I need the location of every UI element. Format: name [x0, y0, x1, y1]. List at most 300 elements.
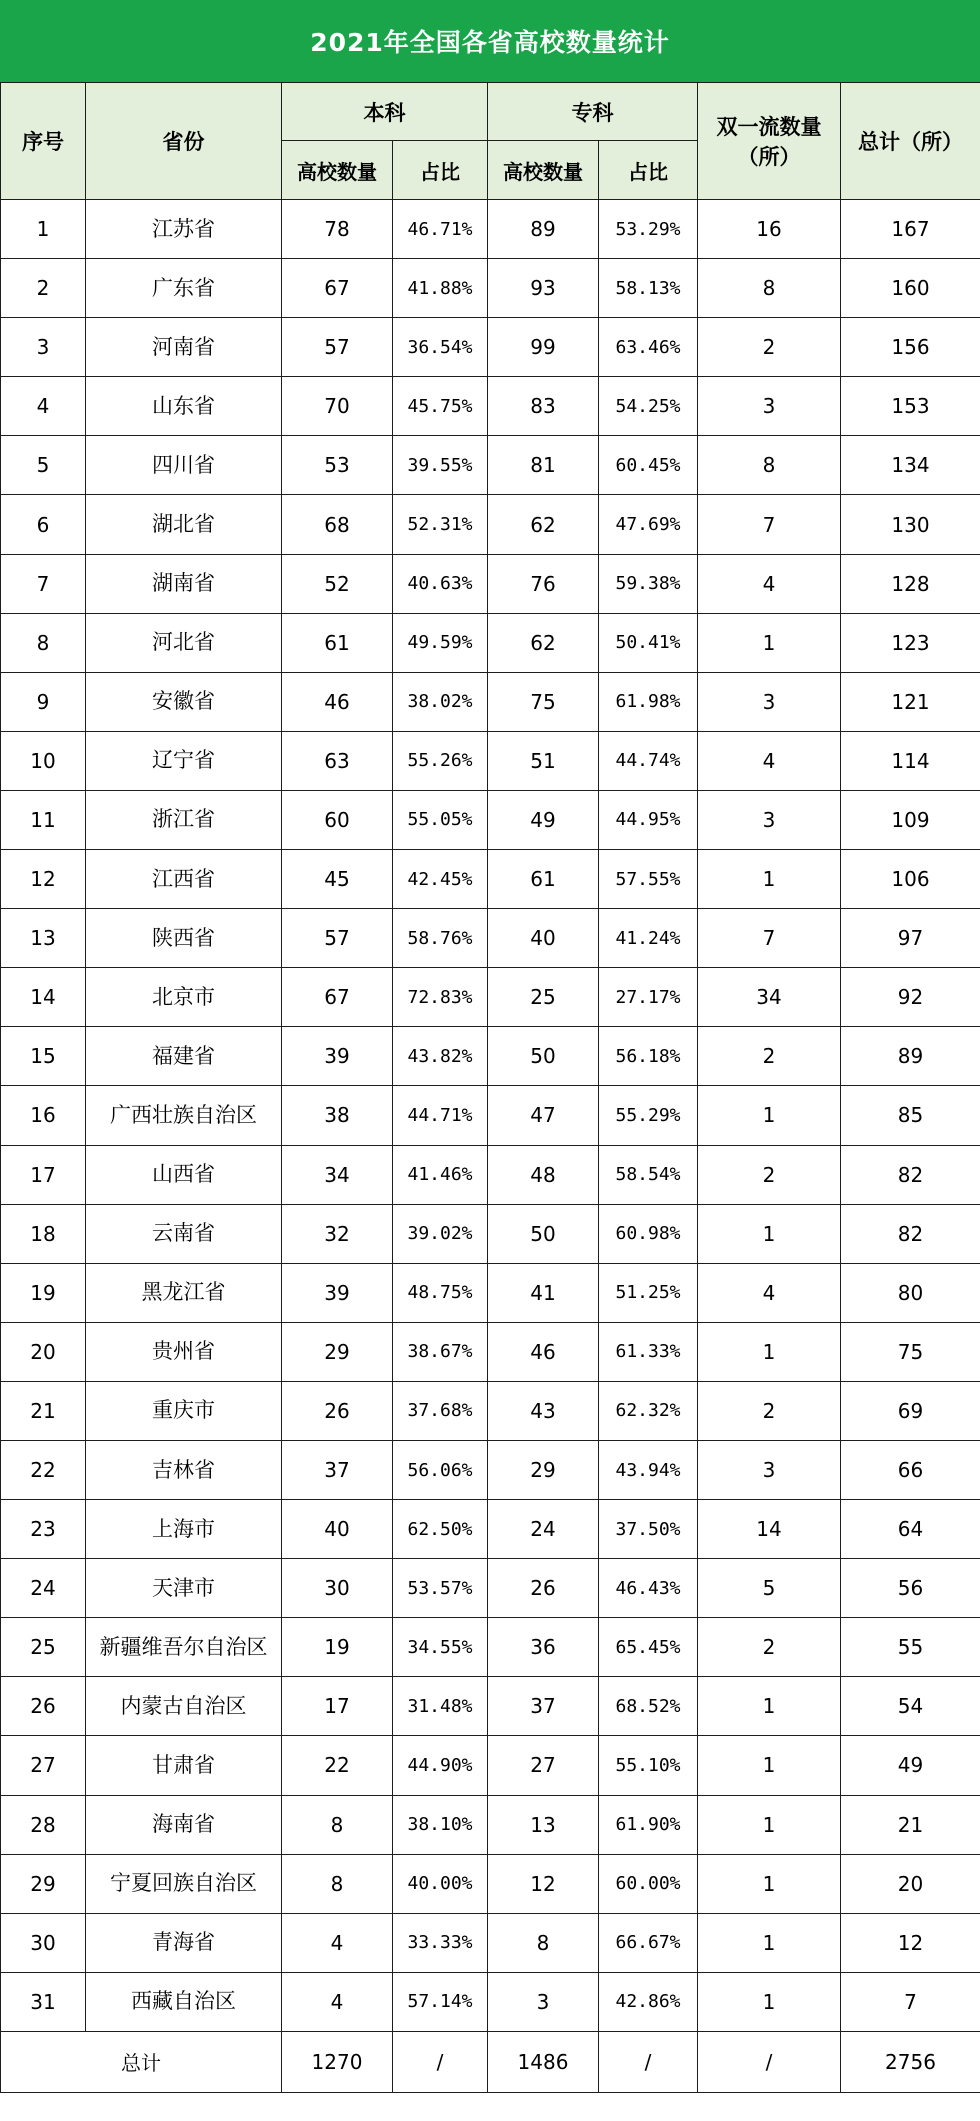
- cell-undergrad-count: 4: [282, 1972, 393, 2031]
- cell-province: 重庆市: [86, 1381, 282, 1440]
- cell-undergrad-count: 57: [282, 909, 393, 968]
- cell-seq: 8: [1, 613, 86, 672]
- cell-seq: 21: [1, 1381, 86, 1440]
- cell-total: 160: [841, 259, 980, 318]
- cell-seq: 28: [1, 1795, 86, 1854]
- cell-province: 吉林省: [86, 1440, 282, 1499]
- table-row: [1, 1322, 980, 1381]
- table-row: [1, 1618, 980, 1677]
- cell-province: 山西省: [86, 1145, 282, 1204]
- cell-seq: 5: [1, 436, 86, 495]
- cell-seq: 14: [1, 968, 86, 1027]
- cell-seq: 18: [1, 1204, 86, 1263]
- table-row: [1, 790, 980, 849]
- cell-double-first-class: 1: [698, 1204, 841, 1263]
- cell-double-first-class: 14: [698, 1500, 841, 1559]
- cell-double-first-class: 5: [698, 1559, 841, 1618]
- cell-undergrad-ratio: 62.50%: [393, 1500, 488, 1559]
- table-row: [1, 1500, 980, 1559]
- table-row: [1, 1913, 980, 1972]
- cell-total: 153: [841, 377, 980, 436]
- table-row: [1, 1854, 980, 1913]
- cell-vocational-count: 51: [488, 731, 599, 790]
- header-undergrad-ratio: 占比: [393, 141, 488, 200]
- cell-vocational-count: 40: [488, 909, 599, 968]
- cell-vocational-count: 50: [488, 1027, 599, 1086]
- cell-province: 福建省: [86, 1027, 282, 1086]
- cell-total: 128: [841, 554, 980, 613]
- cell-vocational-ratio: 54.25%: [599, 377, 698, 436]
- cell-vocational-count: 62: [488, 495, 599, 554]
- cell-seq: 24: [1, 1559, 86, 1618]
- cell-undergrad-ratio: 38.67%: [393, 1322, 488, 1381]
- cell-seq: 23: [1, 1500, 86, 1559]
- cell-double-first-class: 1: [698, 1795, 841, 1854]
- cell-undergrad-count: 61: [282, 613, 393, 672]
- cell-double-first-class: 7: [698, 495, 841, 554]
- cell-undergrad-ratio: 55.26%: [393, 731, 488, 790]
- cell-seq: 25: [1, 1618, 86, 1677]
- cell-vocational-ratio: 60.45%: [599, 436, 698, 495]
- cell-undergrad-ratio: 45.75%: [393, 377, 488, 436]
- cell-undergrad-ratio: 34.55%: [393, 1618, 488, 1677]
- cell-undergrad-ratio: 42.45%: [393, 850, 488, 909]
- cell-total: 134: [841, 436, 980, 495]
- cell-undergrad-count: 17: [282, 1677, 393, 1736]
- cell-total: 54: [841, 1677, 980, 1736]
- cell-vocational-count: 43: [488, 1381, 599, 1440]
- cell-vocational-ratio: 58.54%: [599, 1145, 698, 1204]
- header-vocational-ratio: 占比: [599, 141, 698, 200]
- cell-vocational-count: 41: [488, 1263, 599, 1322]
- cell-double-first-class: 1: [698, 1913, 841, 1972]
- cell-undergrad-count: 8: [282, 1854, 393, 1913]
- cell-province: 黑龙江省: [86, 1263, 282, 1322]
- cell-total: 89: [841, 1027, 980, 1086]
- cell-seq: 3: [1, 318, 86, 377]
- cell-vocational-ratio: 41.24%: [599, 909, 698, 968]
- cell-vocational-ratio: 63.46%: [599, 318, 698, 377]
- cell-total: 92: [841, 968, 980, 1027]
- cell-double-first-class: 16: [698, 200, 841, 259]
- cell-seq: 13: [1, 909, 86, 968]
- cell-seq: 17: [1, 1145, 86, 1204]
- cell-vocational-ratio: 65.45%: [599, 1618, 698, 1677]
- cell-undergrad-ratio: 72.83%: [393, 968, 488, 1027]
- cell-vocational-count: 27: [488, 1736, 599, 1795]
- cell-undergrad-ratio: 56.06%: [393, 1440, 488, 1499]
- cell-vocational-ratio: 60.98%: [599, 1204, 698, 1263]
- cell-double-first-class: 7: [698, 909, 841, 968]
- cell-total: 106: [841, 850, 980, 909]
- cell-vocational-count: 75: [488, 672, 599, 731]
- cell-undergrad-ratio: 52.31%: [393, 495, 488, 554]
- cell-undergrad-ratio: 43.82%: [393, 1027, 488, 1086]
- cell-vocational-count: 76: [488, 554, 599, 613]
- cell-undergrad-ratio: 40.63%: [393, 554, 488, 613]
- cell-province: 河南省: [86, 318, 282, 377]
- cell-double-first-class: 1: [698, 1736, 841, 1795]
- table-row: [1, 672, 980, 731]
- cell-undergrad-ratio: 55.05%: [393, 790, 488, 849]
- cell-undergrad-ratio: 46.71%: [393, 200, 488, 259]
- cell-undergrad-count: 19: [282, 1618, 393, 1677]
- table-row: [1, 436, 980, 495]
- cell-vocational-count: 48: [488, 1145, 599, 1204]
- cell-double-first-class: 2: [698, 318, 841, 377]
- cell-total: 85: [841, 1086, 980, 1145]
- table-row: [1, 1027, 980, 1086]
- cell-undergrad-count: 29: [282, 1322, 393, 1381]
- cell-double-first-class: 4: [698, 1263, 841, 1322]
- table-row: [1, 1736, 980, 1795]
- cell-double-first-class: 8: [698, 436, 841, 495]
- cell-undergrad-ratio: 58.76%: [393, 909, 488, 968]
- header-undergrad-count: 高校数量: [282, 141, 393, 200]
- cell-vocational-count: 83: [488, 377, 599, 436]
- cell-total: 21: [841, 1795, 980, 1854]
- cell-province: 内蒙古自治区: [86, 1677, 282, 1736]
- cell-undergrad-count: 26: [282, 1381, 393, 1440]
- cell-total: 55: [841, 1618, 980, 1677]
- cell-total: 130: [841, 495, 980, 554]
- table-row: [1, 1440, 980, 1499]
- header-total: 总计（所）: [841, 83, 980, 200]
- cell-province: 青海省: [86, 1913, 282, 1972]
- cell-undergrad-ratio: 37.68%: [393, 1381, 488, 1440]
- cell-total: 66: [841, 1440, 980, 1499]
- cell-undergrad-count: 40: [282, 1500, 393, 1559]
- cell-province: 辽宁省: [86, 731, 282, 790]
- cell-seq: 20: [1, 1322, 86, 1381]
- cell-province: 江西省: [86, 850, 282, 909]
- cell-province: 浙江省: [86, 790, 282, 849]
- cell-vocational-ratio: 61.98%: [599, 672, 698, 731]
- table-row: [1, 1559, 980, 1618]
- cell-undergrad-count: 45: [282, 850, 393, 909]
- cell-vocational-ratio: 55.10%: [599, 1736, 698, 1795]
- table-row: [1, 1086, 980, 1145]
- cell-undergrad-count: 39: [282, 1263, 393, 1322]
- total-undergrad-count: 1270: [282, 2031, 393, 2092]
- table-row: [1, 731, 980, 790]
- cell-total: 82: [841, 1145, 980, 1204]
- cell-undergrad-ratio: 53.57%: [393, 1559, 488, 1618]
- total-vocational-ratio: /: [599, 2031, 698, 2092]
- cell-province: 贵州省: [86, 1322, 282, 1381]
- total-all: 2756: [841, 2031, 980, 2092]
- cell-vocational-ratio: 44.95%: [599, 790, 698, 849]
- cell-vocational-ratio: 37.50%: [599, 1500, 698, 1559]
- cell-vocational-ratio: 27.17%: [599, 968, 698, 1027]
- cell-vocational-ratio: 46.43%: [599, 1559, 698, 1618]
- cell-vocational-ratio: 61.90%: [599, 1795, 698, 1854]
- cell-total: 167: [841, 200, 980, 259]
- cell-total: 7: [841, 1972, 980, 2031]
- cell-vocational-ratio: 51.25%: [599, 1263, 698, 1322]
- cell-province: 海南省: [86, 1795, 282, 1854]
- cell-vocational-ratio: 62.32%: [599, 1381, 698, 1440]
- cell-seq: 9: [1, 672, 86, 731]
- cell-undergrad-ratio: 33.33%: [393, 1913, 488, 1972]
- cell-seq: 11: [1, 790, 86, 849]
- cell-undergrad-count: 52: [282, 554, 393, 613]
- cell-seq: 22: [1, 1440, 86, 1499]
- cell-seq: 19: [1, 1263, 86, 1322]
- cell-province: 宁夏回族自治区: [86, 1854, 282, 1913]
- cell-double-first-class: 3: [698, 1440, 841, 1499]
- table-row: [1, 554, 980, 613]
- cell-total: 12: [841, 1913, 980, 1972]
- cell-undergrad-count: 37: [282, 1440, 393, 1499]
- cell-vocational-count: 29: [488, 1440, 599, 1499]
- cell-vocational-ratio: 58.13%: [599, 259, 698, 318]
- cell-undergrad-ratio: 44.90%: [393, 1736, 488, 1795]
- cell-province: 甘肃省: [86, 1736, 282, 1795]
- cell-seq: 4: [1, 377, 86, 436]
- cell-undergrad-ratio: 39.55%: [393, 436, 488, 495]
- cell-double-first-class: 2: [698, 1027, 841, 1086]
- cell-seq: 10: [1, 731, 86, 790]
- table-row: [1, 909, 980, 968]
- cell-double-first-class: 1: [698, 1086, 841, 1145]
- cell-undergrad-count: 70: [282, 377, 393, 436]
- cell-seq: 12: [1, 850, 86, 909]
- cell-undergrad-ratio: 44.71%: [393, 1086, 488, 1145]
- cell-total: 49: [841, 1736, 980, 1795]
- cell-double-first-class: 4: [698, 554, 841, 613]
- cell-vocational-ratio: 61.33%: [599, 1322, 698, 1381]
- cell-province: 天津市: [86, 1559, 282, 1618]
- cell-undergrad-ratio: 39.02%: [393, 1204, 488, 1263]
- cell-undergrad-ratio: 41.88%: [393, 259, 488, 318]
- cell-undergrad-count: 68: [282, 495, 393, 554]
- cell-double-first-class: 2: [698, 1618, 841, 1677]
- cell-seq: 30: [1, 1913, 86, 1972]
- header-vocational-count: 高校数量: [488, 141, 599, 200]
- cell-province: 山东省: [86, 377, 282, 436]
- cell-seq: 29: [1, 1854, 86, 1913]
- total-row: [1, 2031, 980, 2092]
- cell-vocational-count: 37: [488, 1677, 599, 1736]
- cell-total: 156: [841, 318, 980, 377]
- cell-vocational-ratio: 43.94%: [599, 1440, 698, 1499]
- cell-vocational-count: 93: [488, 259, 599, 318]
- cell-total: 80: [841, 1263, 980, 1322]
- header-undergrad: 本科: [282, 83, 488, 141]
- cell-province: 湖北省: [86, 495, 282, 554]
- cell-vocational-count: 25: [488, 968, 599, 1027]
- cell-seq: 31: [1, 1972, 86, 2031]
- table-row: [1, 1204, 980, 1263]
- cell-province: 北京市: [86, 968, 282, 1027]
- cell-vocational-ratio: 50.41%: [599, 613, 698, 672]
- cell-vocational-ratio: 56.18%: [599, 1027, 698, 1086]
- cell-total: 64: [841, 1500, 980, 1559]
- header-vocational: 专科: [488, 83, 698, 141]
- cell-vocational-count: 24: [488, 1500, 599, 1559]
- cell-undergrad-ratio: 36.54%: [393, 318, 488, 377]
- cell-vocational-count: 50: [488, 1204, 599, 1263]
- cell-double-first-class: 34: [698, 968, 841, 1027]
- cell-vocational-ratio: 68.52%: [599, 1677, 698, 1736]
- cell-undergrad-count: 53: [282, 436, 393, 495]
- cell-double-first-class: 1: [698, 850, 841, 909]
- cell-vocational-count: 61: [488, 850, 599, 909]
- cell-vocational-count: 49: [488, 790, 599, 849]
- cell-total: 121: [841, 672, 980, 731]
- cell-vocational-count: 8: [488, 1913, 599, 1972]
- cell-double-first-class: 3: [698, 672, 841, 731]
- cell-undergrad-count: 39: [282, 1027, 393, 1086]
- cell-total: 56: [841, 1559, 980, 1618]
- cell-double-first-class: 4: [698, 731, 841, 790]
- cell-vocational-count: 36: [488, 1618, 599, 1677]
- cell-vocational-count: 3: [488, 1972, 599, 2031]
- cell-vocational-ratio: 44.74%: [599, 731, 698, 790]
- cell-undergrad-count: 67: [282, 259, 393, 318]
- cell-province: 云南省: [86, 1204, 282, 1263]
- university-stats-table: [0, 82, 980, 2093]
- table-row: [1, 850, 980, 909]
- header-double-first-class: 双一流数量（所）: [698, 83, 841, 200]
- cell-vocational-ratio: 57.55%: [599, 850, 698, 909]
- cell-vocational-ratio: 66.67%: [599, 1913, 698, 1972]
- total-undergrad-ratio: /: [393, 2031, 488, 2092]
- cell-province: 四川省: [86, 436, 282, 495]
- cell-vocational-ratio: 53.29%: [599, 200, 698, 259]
- cell-vocational-count: 99: [488, 318, 599, 377]
- table-row: [1, 1795, 980, 1854]
- table-row: [1, 1972, 980, 2031]
- cell-seq: 26: [1, 1677, 86, 1736]
- cell-province: 广东省: [86, 259, 282, 318]
- cell-total: 123: [841, 613, 980, 672]
- cell-province: 河北省: [86, 613, 282, 672]
- cell-total: 82: [841, 1204, 980, 1263]
- cell-double-first-class: 1: [698, 1322, 841, 1381]
- cell-vocational-ratio: 55.29%: [599, 1086, 698, 1145]
- cell-double-first-class: 1: [698, 613, 841, 672]
- cell-vocational-count: 46: [488, 1322, 599, 1381]
- cell-vocational-count: 13: [488, 1795, 599, 1854]
- header-province: 省份: [86, 83, 282, 200]
- cell-total: 75: [841, 1322, 980, 1381]
- table-row: [1, 968, 980, 1027]
- cell-undergrad-count: 8: [282, 1795, 393, 1854]
- total-vocational-count: 1486: [488, 2031, 599, 2092]
- cell-seq: 7: [1, 554, 86, 613]
- table-row: [1, 1677, 980, 1736]
- total-label: 总计: [1, 2031, 282, 2092]
- table-row: [1, 1381, 980, 1440]
- cell-undergrad-count: 46: [282, 672, 393, 731]
- table-row: [1, 1145, 980, 1204]
- cell-undergrad-count: 63: [282, 731, 393, 790]
- cell-undergrad-count: 60: [282, 790, 393, 849]
- cell-double-first-class: 2: [698, 1381, 841, 1440]
- table-header: [1, 83, 980, 200]
- table-row: [1, 318, 980, 377]
- cell-vocational-count: 89: [488, 200, 599, 259]
- cell-vocational-ratio: 47.69%: [599, 495, 698, 554]
- cell-province: 安徽省: [86, 672, 282, 731]
- cell-double-first-class: 1: [698, 1972, 841, 2031]
- total-double-first-class: /: [698, 2031, 841, 2092]
- table-row: [1, 1263, 980, 1322]
- table-row: [1, 259, 980, 318]
- cell-undergrad-count: 57: [282, 318, 393, 377]
- cell-province: 上海市: [86, 1500, 282, 1559]
- table-row: [1, 377, 980, 436]
- cell-seq: 2: [1, 259, 86, 318]
- cell-double-first-class: 1: [698, 1677, 841, 1736]
- cell-seq: 15: [1, 1027, 86, 1086]
- cell-vocational-ratio: 42.86%: [599, 1972, 698, 2031]
- cell-undergrad-count: 78: [282, 200, 393, 259]
- table-row: [1, 495, 980, 554]
- cell-vocational-count: 81: [488, 436, 599, 495]
- cell-double-first-class: 2: [698, 1145, 841, 1204]
- cell-seq: 27: [1, 1736, 86, 1795]
- cell-vocational-count: 62: [488, 613, 599, 672]
- cell-undergrad-count: 32: [282, 1204, 393, 1263]
- cell-double-first-class: 3: [698, 790, 841, 849]
- cell-undergrad-count: 30: [282, 1559, 393, 1618]
- cell-vocational-ratio: 60.00%: [599, 1854, 698, 1913]
- cell-province: 西藏自治区: [86, 1972, 282, 2031]
- cell-seq: 1: [1, 200, 86, 259]
- cell-undergrad-ratio: 31.48%: [393, 1677, 488, 1736]
- table-row: [1, 613, 980, 672]
- cell-total: 97: [841, 909, 980, 968]
- cell-undergrad-ratio: 49.59%: [393, 613, 488, 672]
- cell-vocational-count: 12: [488, 1854, 599, 1913]
- cell-undergrad-count: 38: [282, 1086, 393, 1145]
- cell-double-first-class: 8: [698, 259, 841, 318]
- cell-vocational-count: 26: [488, 1559, 599, 1618]
- cell-total: 114: [841, 731, 980, 790]
- cell-undergrad-ratio: 41.46%: [393, 1145, 488, 1204]
- table-row: [1, 200, 980, 259]
- header-seq: 序号: [1, 83, 86, 200]
- cell-double-first-class: 1: [698, 1854, 841, 1913]
- cell-undergrad-count: 67: [282, 968, 393, 1027]
- cell-undergrad-ratio: 40.00%: [393, 1854, 488, 1913]
- cell-vocational-ratio: 59.38%: [599, 554, 698, 613]
- cell-undergrad-ratio: 38.02%: [393, 672, 488, 731]
- cell-total: 20: [841, 1854, 980, 1913]
- cell-total: 69: [841, 1381, 980, 1440]
- cell-undergrad-count: 22: [282, 1736, 393, 1795]
- cell-undergrad-count: 34: [282, 1145, 393, 1204]
- cell-province: 陕西省: [86, 909, 282, 968]
- cell-total: 109: [841, 790, 980, 849]
- cell-seq: 16: [1, 1086, 86, 1145]
- cell-undergrad-count: 4: [282, 1913, 393, 1972]
- cell-province: 江苏省: [86, 200, 282, 259]
- cell-undergrad-ratio: 48.75%: [393, 1263, 488, 1322]
- cell-seq: 6: [1, 495, 86, 554]
- table-title: 2021年全国各省高校数量统计: [0, 0, 980, 82]
- cell-vocational-count: 47: [488, 1086, 599, 1145]
- cell-province: 湖南省: [86, 554, 282, 613]
- cell-province: 新疆维吾尔自治区: [86, 1618, 282, 1677]
- cell-double-first-class: 3: [698, 377, 841, 436]
- cell-undergrad-ratio: 38.10%: [393, 1795, 488, 1854]
- table-body: [1, 200, 980, 2093]
- cell-undergrad-ratio: 57.14%: [393, 1972, 488, 2031]
